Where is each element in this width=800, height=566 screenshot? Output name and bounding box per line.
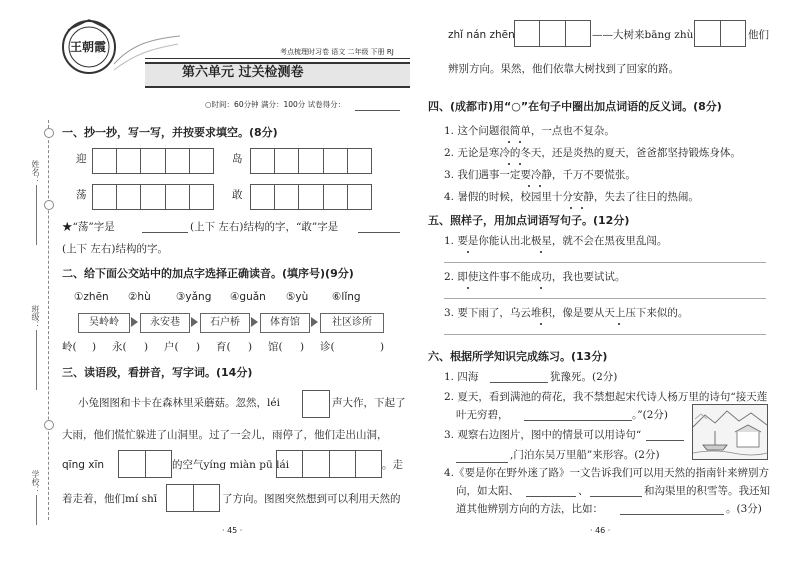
score-blank[interactable]	[355, 110, 400, 111]
emphasis-dot	[528, 185, 530, 187]
stop-fill: 户(	[164, 341, 179, 353]
stop-fill: 育(	[216, 341, 231, 353]
pinyin-grid[interactable]	[514, 20, 591, 47]
publisher-logo	[60, 18, 118, 76]
section-5-heading: 五、照样子，用加点词语写句子。(12分)	[428, 214, 630, 227]
char-dang: 荡	[76, 189, 87, 201]
emphasis-dot	[540, 287, 542, 289]
pinyin-grid[interactable]	[166, 484, 220, 512]
knowledge-item: 1. 四海	[444, 371, 479, 383]
structure-blank-1[interactable]	[142, 232, 188, 233]
passage-line: ——大树来bāng zhù	[592, 29, 694, 41]
antonym-item: 3. 我们遇事一定要冷静，千万不要慌张。	[444, 169, 636, 181]
fill-blank[interactable]	[524, 420, 632, 421]
passage-line: 着走着，他们mí shī	[62, 493, 158, 505]
antonym-item: 1. 这个问题很简单，一点也不复杂。	[444, 125, 615, 137]
structure-blank-2[interactable]	[358, 232, 400, 233]
passage-line: 声大作，下起了	[332, 397, 406, 409]
reading-option: ③yǎng	[176, 291, 212, 303]
answer-line[interactable]	[444, 298, 766, 299]
arrow-icon	[191, 317, 198, 327]
emphasis-dot	[618, 323, 620, 325]
binding-name-label: 姓名：	[31, 160, 40, 184]
passage-line: 了方向。图图突然想到可以利用天然的	[222, 493, 401, 505]
section-4-heading: 四、(成都市)用“○”在句子中圈出加点词语的反义词。(8分)	[428, 100, 722, 113]
school-blank[interactable]	[36, 495, 37, 525]
fill-blank[interactable]	[590, 496, 642, 497]
structure-note-c: (上下 左右)结构的字。	[62, 243, 169, 255]
char-gan: 敢	[232, 189, 243, 201]
reading-option: ②hù	[128, 291, 151, 303]
passage-line: 他们	[748, 29, 769, 41]
emphasis-dot	[570, 207, 572, 209]
emphasis-dot	[540, 251, 542, 253]
passage-line: 大雨，他们慌忙躲进了山洞里。过了一会儿，雨停了，他们走出山洞，	[62, 429, 388, 441]
poem-illustration	[692, 404, 768, 460]
emphasis-dot	[539, 185, 541, 187]
binding-hole	[44, 128, 54, 138]
emphasis-dot	[467, 287, 469, 289]
pinyin-grid[interactable]	[694, 20, 746, 47]
copy-grid[interactable]	[92, 184, 214, 210]
section-2-heading: 二、给下面公交站中的加点字选择正确读音。(填序号)(9分)	[62, 267, 354, 280]
knowledge-item: 。(3分)	[726, 503, 762, 515]
example-sentence: 3. 要下雨了，乌云堆积，像是要从天上压下来似的。	[444, 307, 689, 319]
class-blank[interactable]	[36, 330, 37, 390]
arrow-icon	[311, 317, 318, 327]
emphasis-dot	[467, 251, 469, 253]
passage-line: 的空气yíng miàn pū lái	[172, 459, 290, 471]
fill-blank[interactable]	[490, 382, 548, 383]
structure-note-a: ★“荡”字是	[62, 221, 115, 233]
pinyin-zhinanzhen: zhǐ nán zhēn	[448, 29, 515, 41]
exam-meta: ○时间：60分钟 满分：100分 试卷得分：	[205, 100, 346, 109]
section-1-heading: 一、抄一抄，写一写，并按要求填空。(8分)	[62, 126, 278, 139]
logo-text: 王朝霞	[70, 40, 107, 54]
fill-blank[interactable]	[526, 496, 576, 497]
knowledge-item: 犹豫死。(2分)	[550, 371, 618, 383]
section-3-heading: 三、读语段，看拼音，写字词。(14分)	[62, 366, 253, 379]
answer-line[interactable]	[444, 262, 766, 263]
knowledge-item: 、	[578, 485, 589, 497]
arrow-icon	[131, 317, 138, 327]
antonym-item: 2. 无论是寒冷的冬天，还是炎热的夏天，爸爸都坚持锻炼身体。	[444, 147, 741, 159]
knowledge-item: 3. 观察右边图片，图中的情景可以用诗句“	[444, 429, 642, 441]
stop-fill: )	[92, 341, 97, 353]
copy-grid[interactable]	[250, 184, 372, 210]
copy-grid[interactable]	[250, 148, 372, 174]
example-sentence: 2. 即使这件事不能成功，我也要试试。	[444, 271, 626, 283]
passage-line: 。走	[382, 459, 403, 471]
page-title: 第六单元 过关检测卷	[182, 65, 304, 80]
page-number-right: · 46 ·	[590, 526, 611, 535]
knowledge-item: 和沟渠里的积雪等。我还知	[644, 485, 770, 497]
binding-line	[48, 120, 49, 520]
reading-option: ⑤yù	[286, 291, 309, 303]
fill-blank[interactable]	[620, 514, 724, 515]
stop-fill: )	[300, 341, 305, 353]
knowledge-item: ,门泊东吴万里船”来形容。(2分)	[510, 449, 660, 461]
knowledge-item: 道其他辨别方向的方法，比如：	[456, 503, 603, 515]
reading-option: ①zhēn	[74, 291, 109, 303]
pinyin-grid[interactable]	[276, 450, 382, 478]
passage-line: 辨别方向。果然，他们依靠大树找到了回家的路。	[448, 63, 679, 75]
stop-fill: )	[144, 341, 149, 353]
stop-fill: )	[196, 341, 201, 353]
knowledge-item: 4.《要是你在野外迷了路》一文告诉我们可以用天然的指南针来辨别方	[444, 467, 770, 479]
name-blank[interactable]	[36, 185, 37, 245]
section-6-heading: 六、根据所学知识完成练习。(13分)	[428, 350, 608, 363]
char-ying: 迎	[76, 153, 87, 165]
copy-grid[interactable]	[92, 148, 214, 174]
bus-stop: 吴岭岭	[78, 313, 130, 333]
passage-line: 小兔图图和卡卡在森林里采蘑菇。忽然，léi	[78, 397, 280, 409]
book-info: 考点梳理时习卷 语文 二年级 下册 RJ	[280, 48, 394, 56]
char-dao: 岛	[232, 153, 243, 165]
antonym-item: 4. 暑假的时候，校园里十分安静，失去了往日的热闹。	[444, 191, 699, 203]
stop-fill: )	[248, 341, 253, 353]
emphasis-dot	[519, 163, 521, 165]
stop-fill: )	[380, 341, 385, 353]
page-number-left: · 45 ·	[222, 526, 243, 535]
bus-stop: 社区诊所	[320, 313, 384, 333]
header-rule	[145, 58, 410, 59]
reading-option: ④guǎn	[230, 291, 266, 303]
emphasis-dot	[581, 207, 583, 209]
emphasis-dot	[508, 163, 510, 165]
answer-line[interactable]	[444, 334, 766, 335]
bus-stop: 石户桥	[200, 313, 250, 333]
binding-school-label: 学校：	[31, 470, 40, 494]
pinyin-grid[interactable]	[118, 450, 172, 478]
binding-hole	[44, 420, 54, 430]
emphasis-dot	[519, 141, 521, 143]
bus-stop: 永安巷	[140, 313, 190, 333]
fill-blank[interactable]	[646, 440, 684, 441]
binding-hole	[44, 200, 54, 210]
stop-fill: 诊(	[320, 341, 335, 353]
stop-fill: 永(	[112, 341, 127, 353]
pinyin-grid[interactable]	[302, 390, 330, 418]
example-sentence: 1. 要是你能认出北极星，就不会在黑夜里乱闯。	[444, 235, 668, 247]
emphasis-dot	[540, 323, 542, 325]
reading-option: ⑥lǐng	[332, 291, 361, 303]
stop-fill: 岭(	[62, 341, 77, 353]
knowledge-item: 2. 夏天，看到满池的荷花，我不禁想起宋代诗人杨万里的诗句“接天莲	[444, 391, 768, 403]
passage-pinyin: qīng xīn	[62, 459, 105, 471]
knowledge-item: 向，如太阳、	[456, 485, 519, 497]
knowledge-item: 。”(2分)	[632, 409, 668, 421]
bus-stop: 体育馆	[260, 313, 310, 333]
structure-note-b: (上下 左右)结构的字，“敢”字是	[190, 221, 339, 233]
stop-fill: 馆(	[268, 341, 283, 353]
fill-blank[interactable]	[456, 462, 508, 463]
arrow-icon	[251, 317, 258, 327]
binding-class-label: 班级：	[31, 305, 40, 329]
emphasis-dot	[508, 141, 510, 143]
knowledge-item: 叶无穷碧，	[456, 409, 509, 421]
